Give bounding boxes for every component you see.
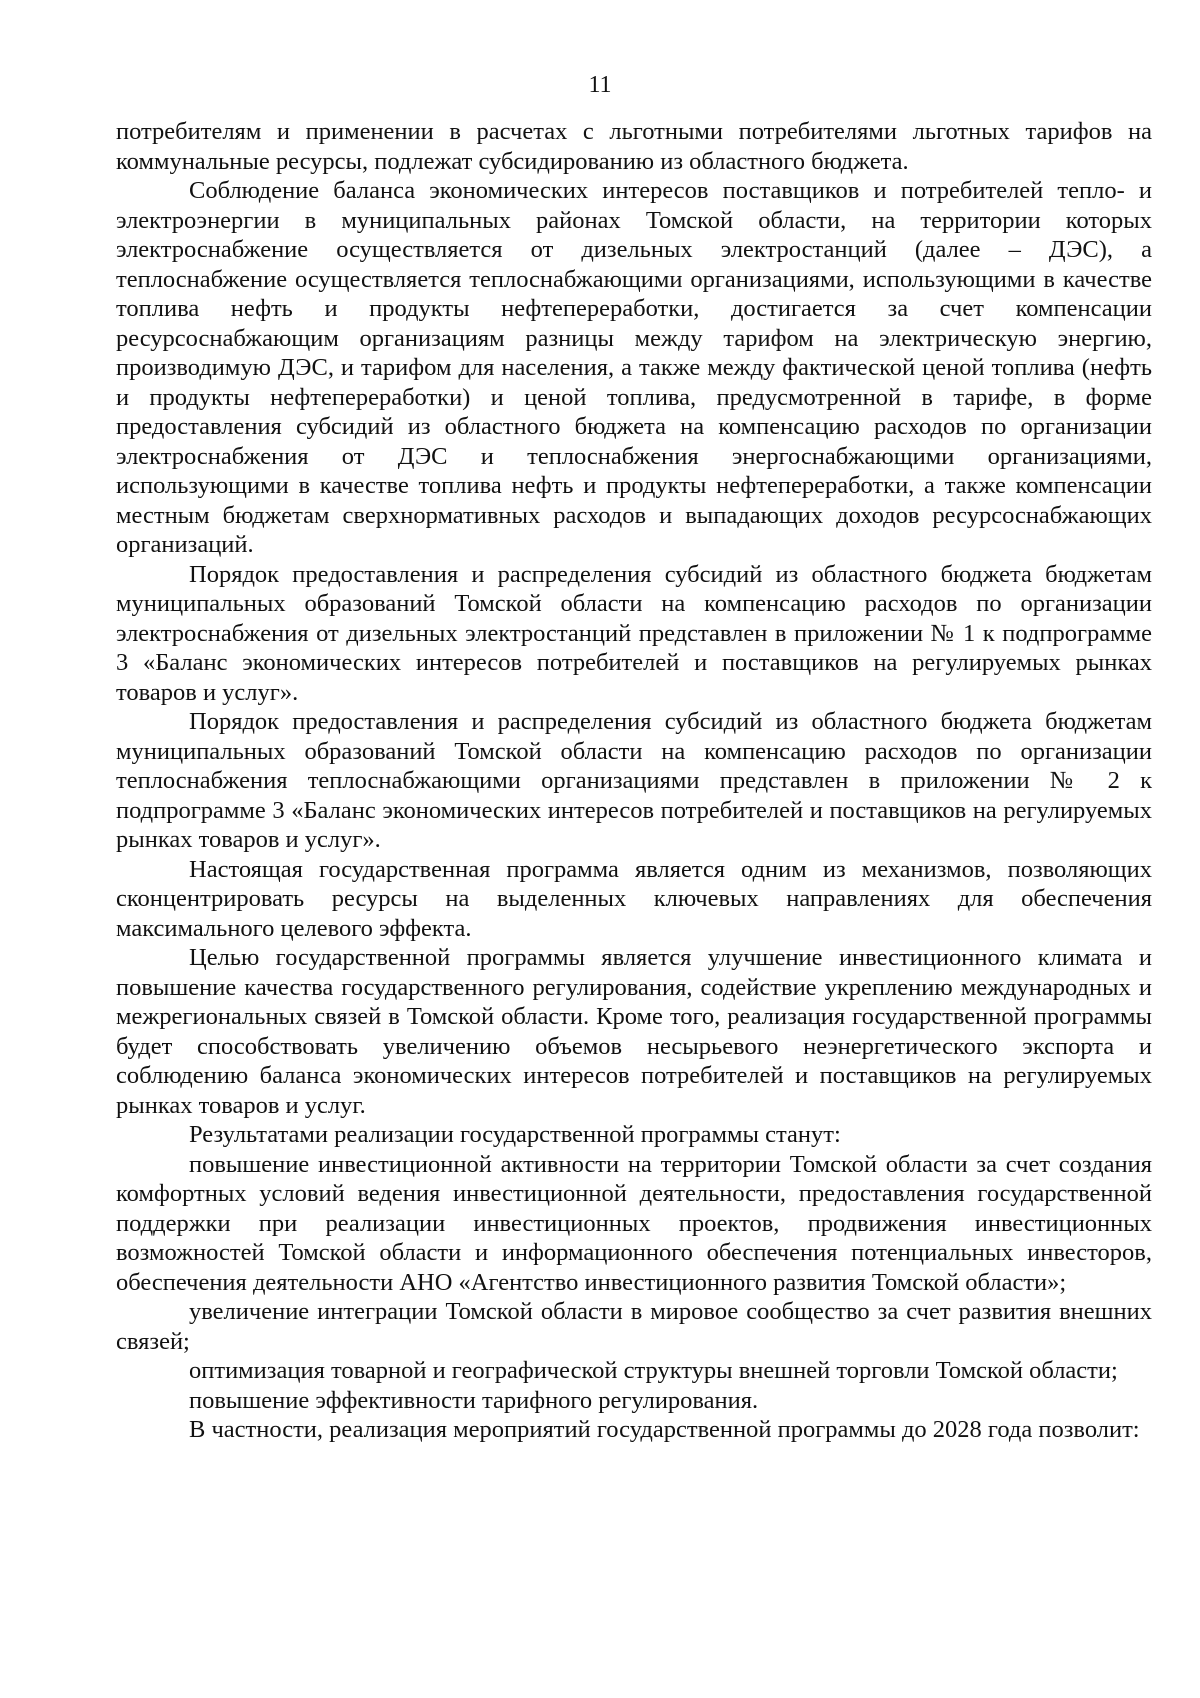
- list-item-integration: увеличение интеграции Томской области в мировое сообщество за счет развития внешних связей;: [116, 1298, 1152, 1355]
- list-item-trade-structure: оптимизация товарной и географической структуры внешней торговли Томской области;: [189, 1357, 1118, 1384]
- document-body: [116, 117, 1152, 1445]
- paragraph-results-intro: Результатами реализации государственной программы станут:: [189, 1121, 841, 1148]
- list-item-investment: повышение инвестиционной активности на территории Томской области за счет создания комфортных условий ведения инвестиционной деятельности, предоставления государственной поддержки при реализации инвестиционных проектов, продвижения инвестиционных возможностей Томской области и информационного обеспечения потенциальных инвесторов, обеспечения деятельности АНО «Агентство инвестиционного развития Томской области»;: [116, 1150, 1152, 1296]
- paragraph-subsidy-electricity: Порядок предоставления и распределения субсидий из областного бюджета бюджетам муниципальных образований Томской области на компенсацию расходов по организации электроснабжения от дизельных электростанций представлен в приложении № 1 к подпрограмме 3 «Баланс экономических интересов потребителей и поставщиков на регулируемых рынках товаров и услуг».: [116, 560, 1152, 706]
- paragraph-by-2028: В частности, реализация мероприятий государственной программы до 2028 года позволит:: [189, 1416, 1140, 1443]
- page-number: 11: [588, 72, 612, 98]
- list-item-tariff-efficiency: повышение эффективности тарифного регулирования.: [189, 1386, 759, 1414]
- paragraph-program-mechanism: Настоящая государственная программа является одним из механизмов, позволяющих сконцентрировать ресурсы на выделенных ключевых направлениях для обеспечения максимального целевого эффекта.: [116, 855, 1152, 942]
- paragraph-balance-energy: Соблюдение баланса экономических интересов поставщиков и потребителей тепло- и электроэнергии в муниципальных районах Томской области, на территории которых электроснабжение осуществляется от дизельных электростанций (далее – ДЭС), а теплоснабжение осуществляется теплоснабжающими организациями, использующими в качестве топлива нефть и продукты нефтепереработки, достигается за счет компенсации ресурсоснабжающим организациям разницы между тарифом на электрическую энергию, производимую ДЭС, и тарифом для населения, а также между фактической ценой топлива (нефть и продукты нефтепереработки) и ценой топлива, предусмотренной в тарифе, в форме предоставления субсидий из областного бюджета на компенсацию расходов по организации электроснабжения от ДЭС и теплоснабжения энергоснабжающими организациями, использующими в качестве топлива нефть и продукты нефтепереработки, а также компенсации местным бюджетам сверхнормативных расходов и выпадающих доходов ресурсоснабжающих организаций.: [116, 177, 1152, 558]
- paragraph-continuation: потребителям и применении в расчетах с льготными потребителями льготных тарифов на коммунальные ресурсы, подлежат субсидированию из областного бюджета.: [116, 118, 1152, 175]
- paragraph-subsidy-heat: Порядок предоставления и распределения субсидий из областного бюджета бюджетам муниципальных образований Томской области на компенсацию расходов по организации теплоснабжения теплоснабжающими организациями представлен в приложении № 2 к подпрограмме 3 «Баланс экономических интересов потребителей и поставщиков на регулируемых рынках товаров и услуг».: [116, 708, 1152, 853]
- paragraph-program-goal: Целью государственной программы является улучшение инвестиционного климата и повышение качества государственного регулирования, содействие укреплению международных и межрегиональных связей в Томской области. Кроме того, реализация государственной программы будет способствовать увеличению объемов несырьевого неэнергетического экспорта и соблюдению баланса экономических интересов потребителей и поставщиков на регулируемых рынках товаров и услуг.: [116, 944, 1152, 1119]
